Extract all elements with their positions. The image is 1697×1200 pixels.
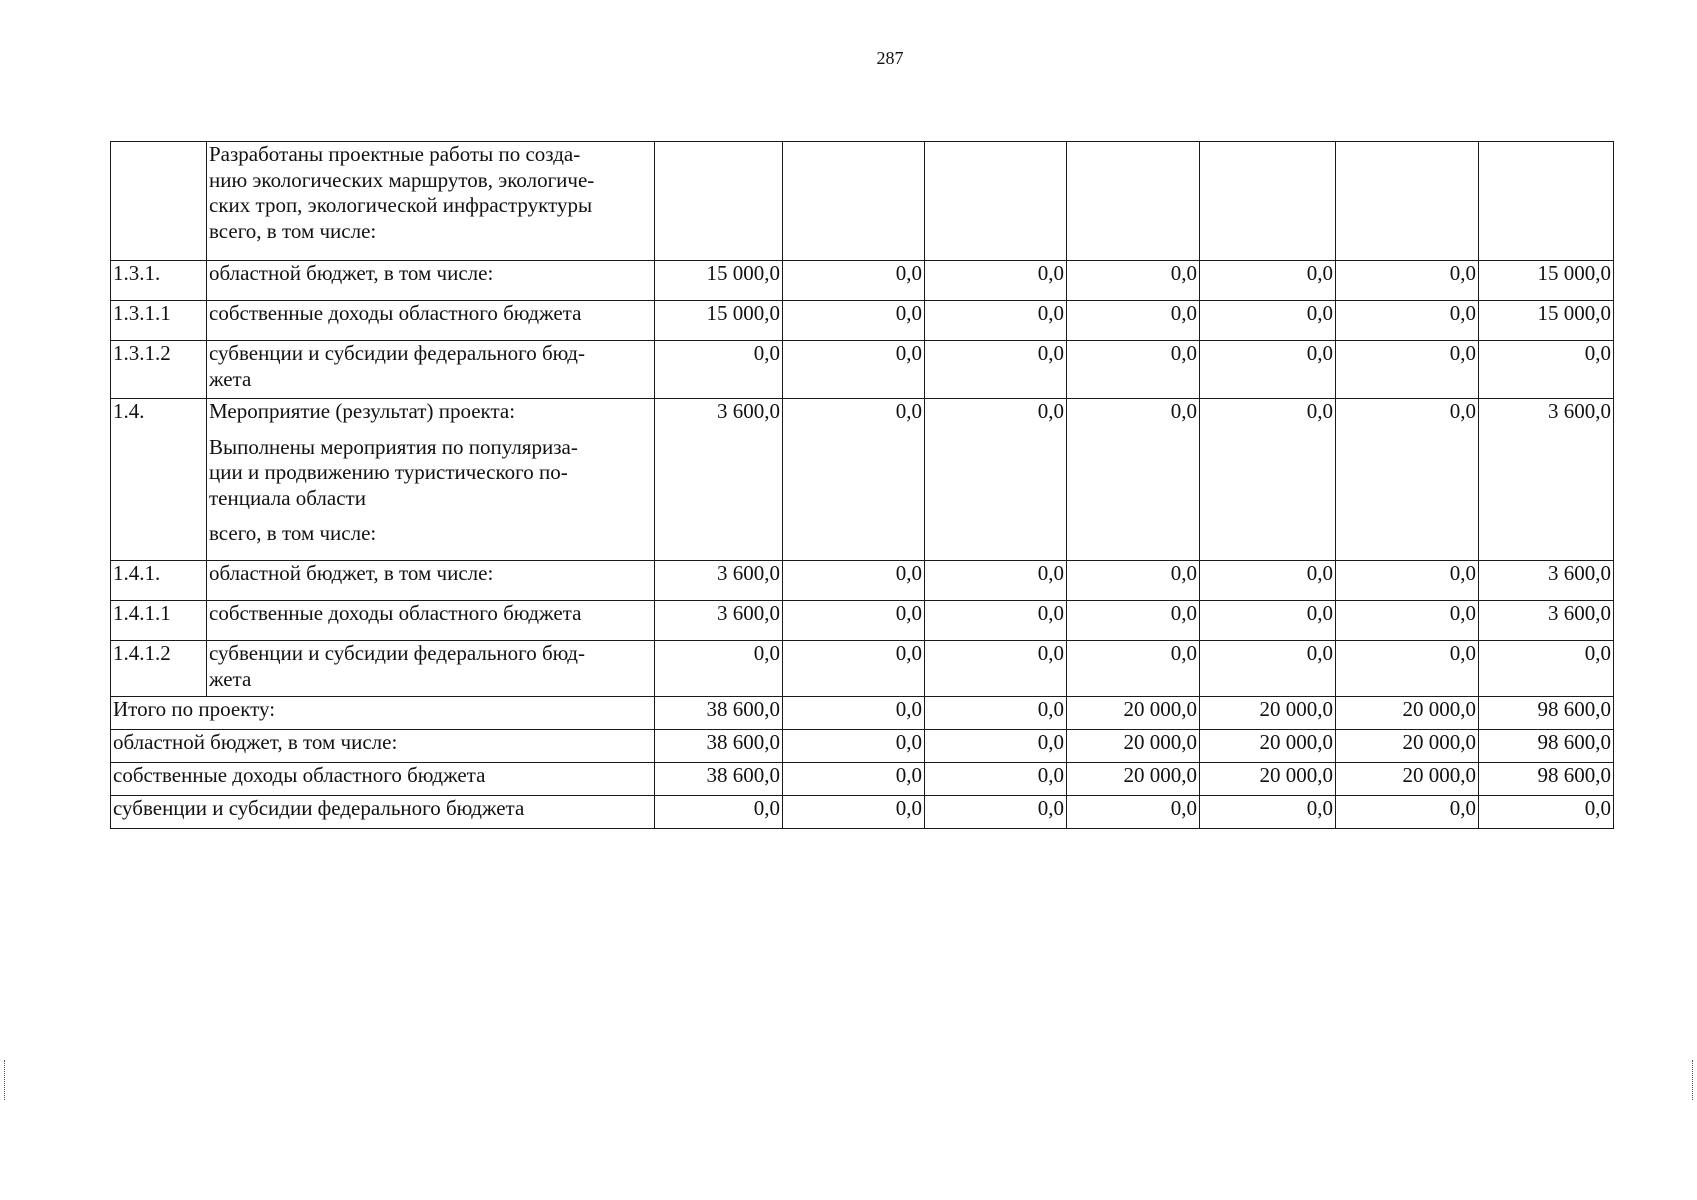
row-name: собственные доходы областного бюджета (207, 601, 655, 641)
row-code: 1.4.1.1 (111, 601, 207, 641)
value-cell (1479, 142, 1614, 261)
value-cell: 20 000,0 (1336, 697, 1479, 730)
row-name-line: тенциала области (209, 485, 366, 510)
value-cell: 20 000,0 (1336, 730, 1479, 763)
row-code: 1.3.1.2 (111, 341, 207, 399)
row-name-line: нию экологических маршрутов, экологиче- (209, 167, 595, 192)
value-cell: 3 600,0 (655, 601, 783, 641)
value-cell: 0,0 (655, 341, 783, 399)
value-cell: 0,0 (925, 730, 1067, 763)
value-cell: 0,0 (1067, 601, 1200, 641)
budget-table (110, 141, 1614, 829)
value-cell: 0,0 (1200, 796, 1336, 829)
row-name-line: Мероприятие (результат) проекта: (209, 399, 516, 423)
value-cell: 0,0 (1067, 399, 1200, 561)
value-cell: 0,0 (783, 641, 925, 697)
value-cell: 0,0 (1200, 261, 1336, 301)
total-row (111, 796, 1614, 829)
value-cell: 0,0 (1336, 399, 1479, 561)
value-cell: 15 000,0 (1479, 261, 1614, 301)
value-cell: 0,0 (783, 763, 925, 796)
scan-edge-mark-left (4, 1060, 6, 1100)
value-cell: 0,0 (1200, 561, 1336, 601)
row-code: 1.4.1. (111, 561, 207, 601)
row-name-line: жета (209, 366, 252, 391)
value-cell: 0,0 (925, 796, 1067, 829)
value-cell: 3 600,0 (1479, 561, 1614, 601)
value-cell: 15 000,0 (1479, 301, 1614, 341)
value-cell: 0,0 (1336, 641, 1479, 697)
row-name-line: ских троп, экологической инфраструктуры (209, 193, 593, 218)
table-row (111, 641, 1614, 697)
row-name-line: ции и продвижению туристического по- (209, 460, 568, 485)
total-row (111, 730, 1614, 763)
value-cell: 20 000,0 (1067, 697, 1200, 730)
value-cell: 3 600,0 (1479, 601, 1614, 641)
value-cell: 20 000,0 (1067, 730, 1200, 763)
value-cell: 0,0 (925, 561, 1067, 601)
value-cell: 0,0 (1336, 601, 1479, 641)
value-cell: 38 600,0 (655, 697, 783, 730)
value-cell: 0,0 (783, 341, 925, 399)
value-cell: 15 000,0 (655, 301, 783, 341)
row-code: 1.3.1.1 (111, 301, 207, 341)
row-name (207, 399, 655, 561)
value-cell: 38 600,0 (655, 730, 783, 763)
value-cell: 0,0 (1336, 301, 1479, 341)
value-cell (1067, 142, 1200, 261)
value-cell: 20 000,0 (1200, 730, 1336, 763)
value-cell: 0,0 (925, 641, 1067, 697)
value-cell: 0,0 (925, 697, 1067, 730)
total-label: субвенции и субсидии федерального бюджета (111, 796, 655, 829)
value-cell (783, 142, 925, 261)
value-cell: 0,0 (1067, 641, 1200, 697)
value-cell: 0,0 (925, 261, 1067, 301)
page-number: 287 (876, 48, 904, 68)
row-name (207, 641, 655, 697)
value-cell: 0,0 (925, 301, 1067, 341)
table-row (111, 561, 1614, 601)
row-code: 1.4. (111, 399, 207, 561)
row-code: 1.3.1. (111, 261, 207, 301)
value-cell: 0,0 (925, 601, 1067, 641)
table-row (111, 399, 1614, 561)
value-cell: 0,0 (1200, 601, 1336, 641)
row-code: 1.4.1.2 (111, 641, 207, 697)
row-name-line: всего, в том числе: (209, 521, 377, 546)
value-cell: 0,0 (1067, 796, 1200, 829)
value-cell (925, 142, 1067, 261)
value-cell: 3 600,0 (655, 399, 783, 561)
row-name-line: Разработаны проектные работы по созда- (209, 142, 581, 166)
scan-edge-mark-right (1692, 1060, 1694, 1100)
value-cell: 0,0 (1336, 341, 1479, 399)
value-cell: 0,0 (1479, 641, 1614, 697)
total-row (111, 697, 1614, 730)
value-cell: 3 600,0 (655, 561, 783, 601)
value-cell: 0,0 (1200, 341, 1336, 399)
total-label: собственные доходы областного бюджета (111, 763, 655, 796)
value-cell: 0,0 (1200, 641, 1336, 697)
value-cell: 20 000,0 (1200, 697, 1336, 730)
row-name: областной бюджет, в том числе: (207, 561, 655, 601)
value-cell: 0,0 (783, 561, 925, 601)
value-cell: 0,0 (1336, 261, 1479, 301)
value-cell: 20 000,0 (1200, 763, 1336, 796)
value-cell: 0,0 (925, 341, 1067, 399)
row-name-line: всего, в том числе: (209, 218, 377, 243)
value-cell: 0,0 (1479, 796, 1614, 829)
value-cell: 0,0 (783, 399, 925, 561)
row-name (207, 142, 655, 261)
value-cell: 0,0 (1067, 261, 1200, 301)
total-label: Итого по проекту: (111, 697, 655, 730)
value-cell: 0,0 (783, 697, 925, 730)
value-cell: 0,0 (1336, 796, 1479, 829)
row-name-line: Выполнены мероприятия по популяриза- (209, 434, 578, 459)
value-cell: 0,0 (783, 730, 925, 763)
value-cell: 0,0 (1200, 301, 1336, 341)
value-cell: 0,0 (925, 763, 1067, 796)
value-cell: 0,0 (783, 796, 925, 829)
value-cell: 0,0 (925, 399, 1067, 561)
value-cell: 0,0 (1067, 341, 1200, 399)
table-row (111, 301, 1614, 341)
value-cell: 0,0 (1067, 561, 1200, 601)
row-name (207, 341, 655, 399)
value-cell (1200, 142, 1336, 261)
value-cell: 0,0 (783, 261, 925, 301)
table-row (111, 261, 1614, 301)
value-cell (655, 142, 783, 261)
value-cell: 20 000,0 (1067, 763, 1200, 796)
table-row (111, 142, 1614, 261)
row-name-line: субвенции и субсидии федерального бюд- (209, 341, 585, 365)
value-cell: 0,0 (1200, 399, 1336, 561)
total-label: областной бюджет, в том числе: (111, 730, 655, 763)
value-cell (1336, 142, 1479, 261)
table-row (111, 601, 1614, 641)
value-cell: 98 600,0 (1479, 730, 1614, 763)
row-name: областной бюджет, в том числе: (207, 261, 655, 301)
value-cell: 0,0 (655, 641, 783, 697)
value-cell: 38 600,0 (655, 763, 783, 796)
value-cell: 0,0 (1067, 301, 1200, 341)
total-row (111, 763, 1614, 796)
table-row (111, 341, 1614, 399)
value-cell: 0,0 (655, 796, 783, 829)
row-code (111, 142, 207, 261)
value-cell: 0,0 (783, 601, 925, 641)
value-cell: 20 000,0 (1336, 763, 1479, 796)
value-cell: 0,0 (1336, 561, 1479, 601)
value-cell: 3 600,0 (1479, 399, 1614, 561)
value-cell: 0,0 (783, 301, 925, 341)
value-cell: 0,0 (1479, 341, 1614, 399)
row-name-line: жета (209, 666, 252, 691)
value-cell: 15 000,0 (655, 261, 783, 301)
row-name: собственные доходы областного бюджета (207, 301, 655, 341)
value-cell: 98 600,0 (1479, 763, 1614, 796)
value-cell: 98 600,0 (1479, 697, 1614, 730)
row-name-line: субвенции и субсидии федерального бюд- (209, 641, 585, 665)
